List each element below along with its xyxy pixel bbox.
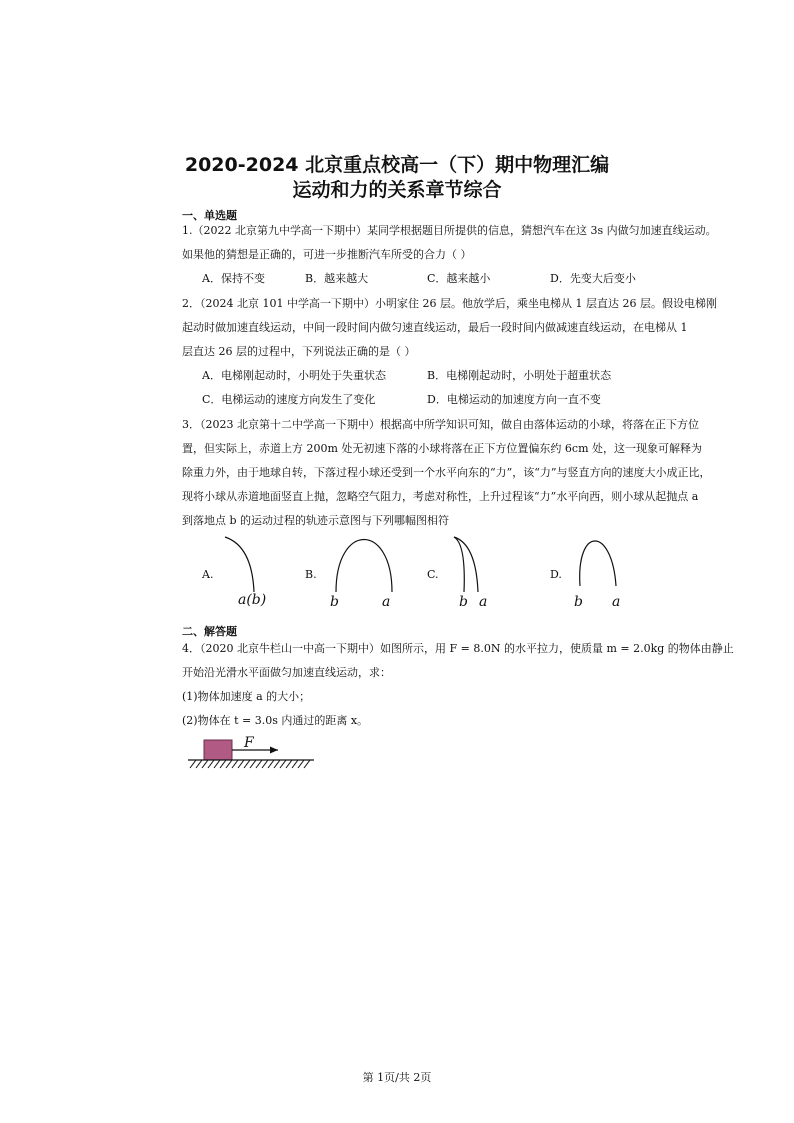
fig-c-right-label: a bbox=[479, 594, 488, 610]
q3-line1: 3．（2023 北京第十二中学高一下期中）根据高中所学知识可知，做自由落体运动的小球，将落在正下方位 bbox=[182, 418, 699, 431]
q2-line2: 起动时做加速直线运动，中间一段时间内做匀速直线运动，最后一段时间内做减速直线运动，在电梯从 1 bbox=[182, 321, 688, 334]
fig-b-left-label: b bbox=[330, 594, 339, 610]
q1-line1: 1.（2022 北京第九中学高一下期中）某同学根据题目所提供的信息，猜想汽车在这 3s 内做匀加速直线运动。 bbox=[182, 224, 717, 237]
q1-option-d: D．先变大后变小 bbox=[550, 272, 636, 285]
q4-line4: (2)物体在 t = 3.0s 内通过的距离 x。 bbox=[182, 714, 369, 727]
fig-d-left-label: b bbox=[574, 594, 583, 610]
q1-option-b: B．越来越大 bbox=[305, 272, 369, 285]
section-heading-answer: 二、解答题 bbox=[182, 625, 237, 638]
q4-line1: 4．（2020 北京牛栏山一中高一下期中）如图所示，用 F = 8.0N 的水平拉力，使质量 m = 2.0kg 的物体由静止 bbox=[182, 642, 734, 655]
q1-option-c: C．越来越小 bbox=[427, 272, 491, 285]
fig-b-right-label: a bbox=[382, 594, 391, 610]
trajectory-figure-c bbox=[448, 534, 488, 594]
page-subtitle: 运动和力的关系章节综合 bbox=[292, 179, 502, 201]
force-label: F bbox=[244, 735, 254, 751]
block bbox=[204, 740, 232, 760]
q4-line3: (1)物体加速度 a 的大小； bbox=[182, 690, 311, 703]
q2-option-a: A．电梯刚起动时，小明处于失重状态 bbox=[202, 369, 386, 382]
force-arrow-head bbox=[270, 747, 278, 754]
q2-option-b: B．电梯刚起动时，小明处于超重状态 bbox=[427, 369, 612, 382]
q4-line2: 开始沿光滑水平面做匀加速直线运动，求： bbox=[182, 666, 391, 679]
q3-line5: 到落地点 b 的运动过程的轨迹示意图与下列哪幅图相符 bbox=[182, 514, 450, 527]
page-title: 2020-2024 北京重点校高一（下）期中物理汇编 bbox=[184, 154, 610, 176]
trajectory-figure-d bbox=[572, 534, 622, 594]
ground-hatching bbox=[190, 760, 310, 768]
fig-label-b: B. bbox=[305, 568, 317, 581]
fig-label-c: C. bbox=[427, 568, 439, 581]
fig-a-point-label: a(b) bbox=[238, 592, 267, 608]
q2-option-d: D．电梯运动的加速度方向一直不变 bbox=[427, 393, 601, 406]
q3-line3: 除重力外，由于地球自转，下落过程小球还受到一个水平向东的“力”，该“力”与竖直方向的速度大小成正比， bbox=[182, 466, 711, 479]
q1-line2: 如果他的猜想是正确的，可进一步推断汽车所受的合力（ ） bbox=[182, 248, 472, 261]
q3-line2: 置，但实际上，赤道上方 200m 处无初速下落的小球将落在正下方位置偏东约 6cm 处，这一现象可解释为 bbox=[182, 442, 702, 455]
trajectory-figure-a bbox=[220, 534, 270, 594]
q3-line4: 现将小球从赤道地面竖直上抛，忽略空气阻力，考虑对称性，上升过程该“力”水平向西，则小球从起抛点 a bbox=[182, 490, 699, 503]
q2-line1: 2．（2024 北京 101 中学高一下期中）小明家住 26 层。他放学后，乘坐电梯从 1 层直达 26 层。假设电梯刚 bbox=[182, 297, 717, 310]
page-footer: 第 1页/共 2页 bbox=[362, 1071, 432, 1084]
fig-d-right-label: a bbox=[612, 594, 621, 610]
fig-c-left-label: b bbox=[459, 594, 468, 610]
q2-option-c: C．电梯运动的速度方向发生了变化 bbox=[202, 393, 376, 406]
fig-label-d: D. bbox=[550, 568, 562, 581]
fig-label-a: A. bbox=[202, 568, 214, 581]
q2-line3: 层直达 26 层的过程中，下列说法正确的是（ ） bbox=[182, 345, 416, 358]
section-heading-single-choice: 一、单选题 bbox=[182, 209, 237, 222]
trajectory-figure-b bbox=[330, 534, 400, 594]
q1-option-a: A．保持不变 bbox=[202, 272, 265, 285]
